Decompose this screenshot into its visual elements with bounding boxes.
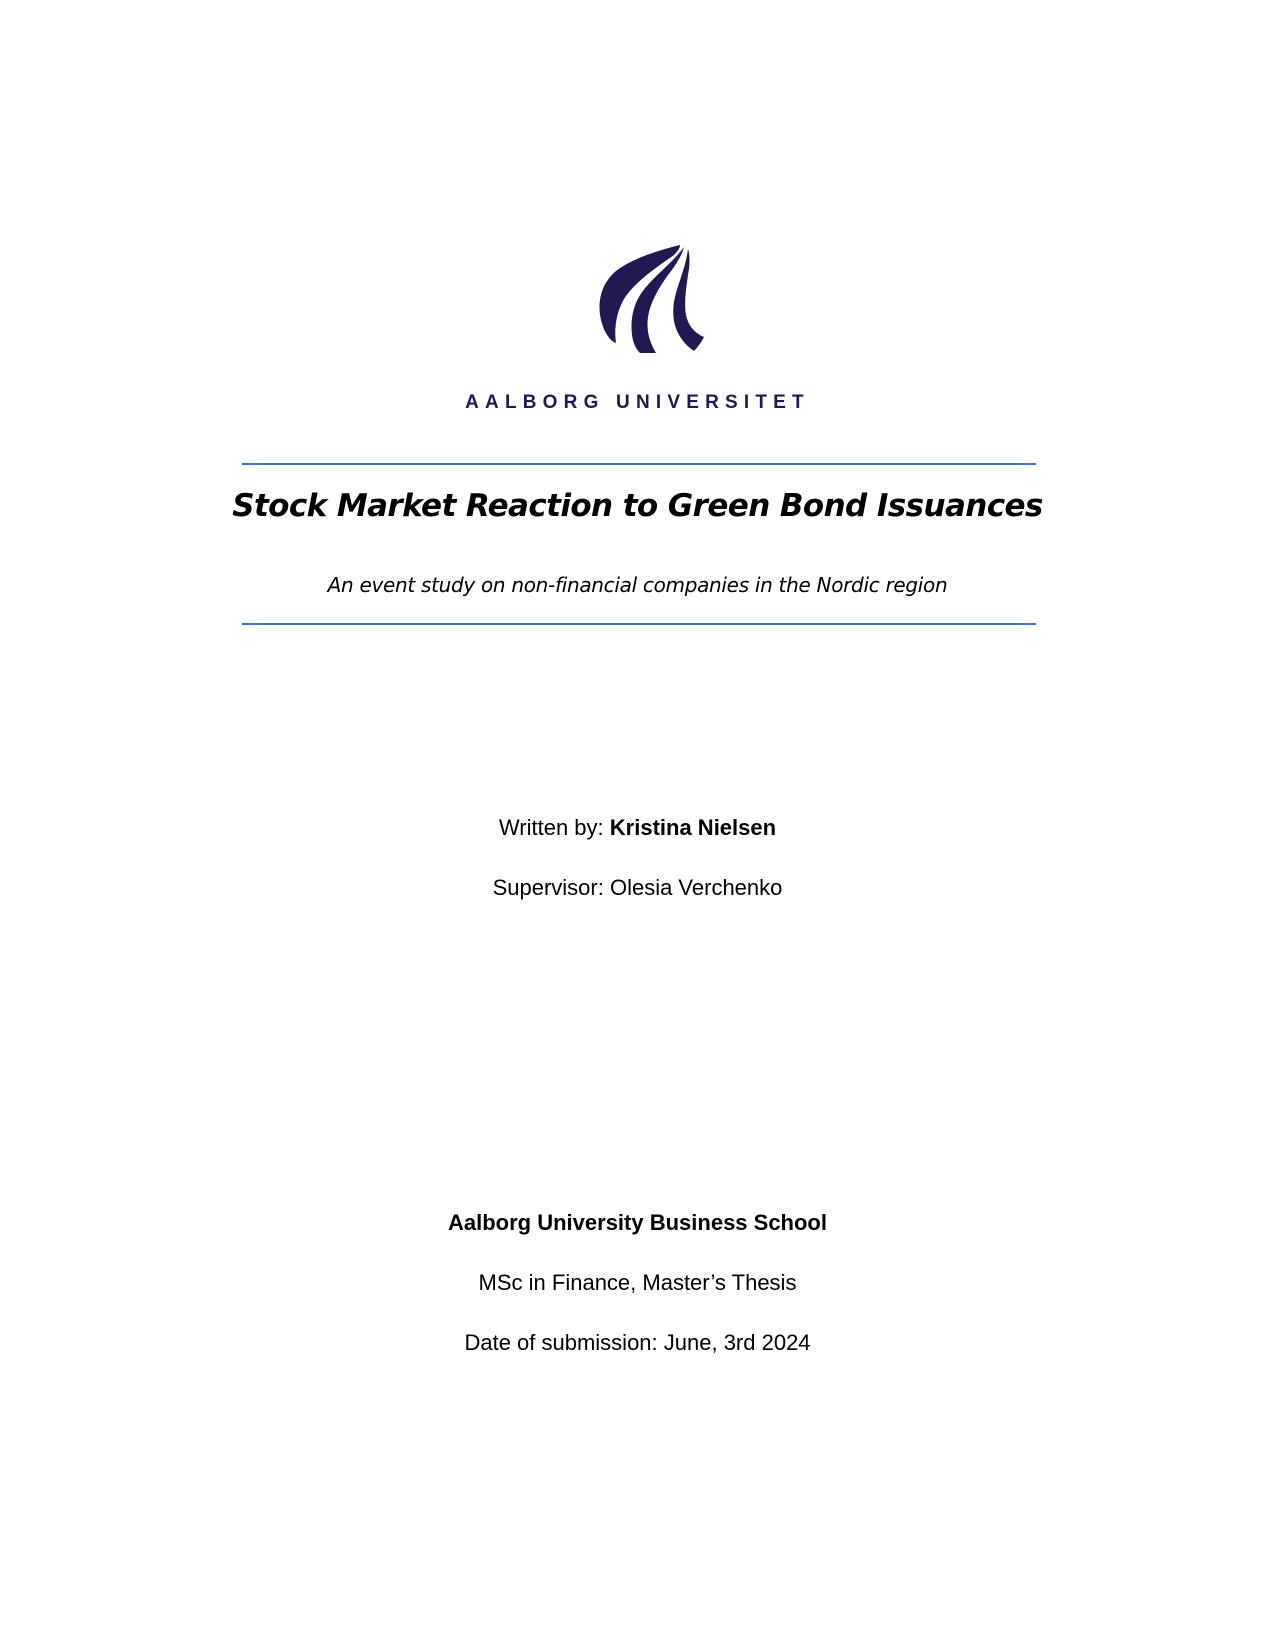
program-line: MSc in Finance, Master’s Thesis	[478, 1270, 797, 1295]
document-subtitle: An event study on non-financial companies in the Nordic region	[327, 573, 948, 597]
aau-logo-icon	[594, 243, 706, 355]
supervisor-line: Supervisor: Olesia Verchenko	[492, 875, 783, 900]
submission-date: Date of submission: June, 3rd 2024	[464, 1330, 811, 1355]
author-label: Written by:	[498, 815, 610, 840]
author-name: Kristina Nielsen	[609, 815, 777, 840]
title-top-rule	[242, 463, 1036, 465]
title-bottom-rule	[242, 623, 1036, 625]
author-line	[0, 815, 1275, 841]
university-wordmark: AALBORG UNIVERSITET	[465, 392, 810, 413]
school-name: Aalborg University Business School	[448, 1210, 827, 1235]
document-title: Stock Market Reaction to Green Bond Issuances	[232, 488, 1043, 524]
